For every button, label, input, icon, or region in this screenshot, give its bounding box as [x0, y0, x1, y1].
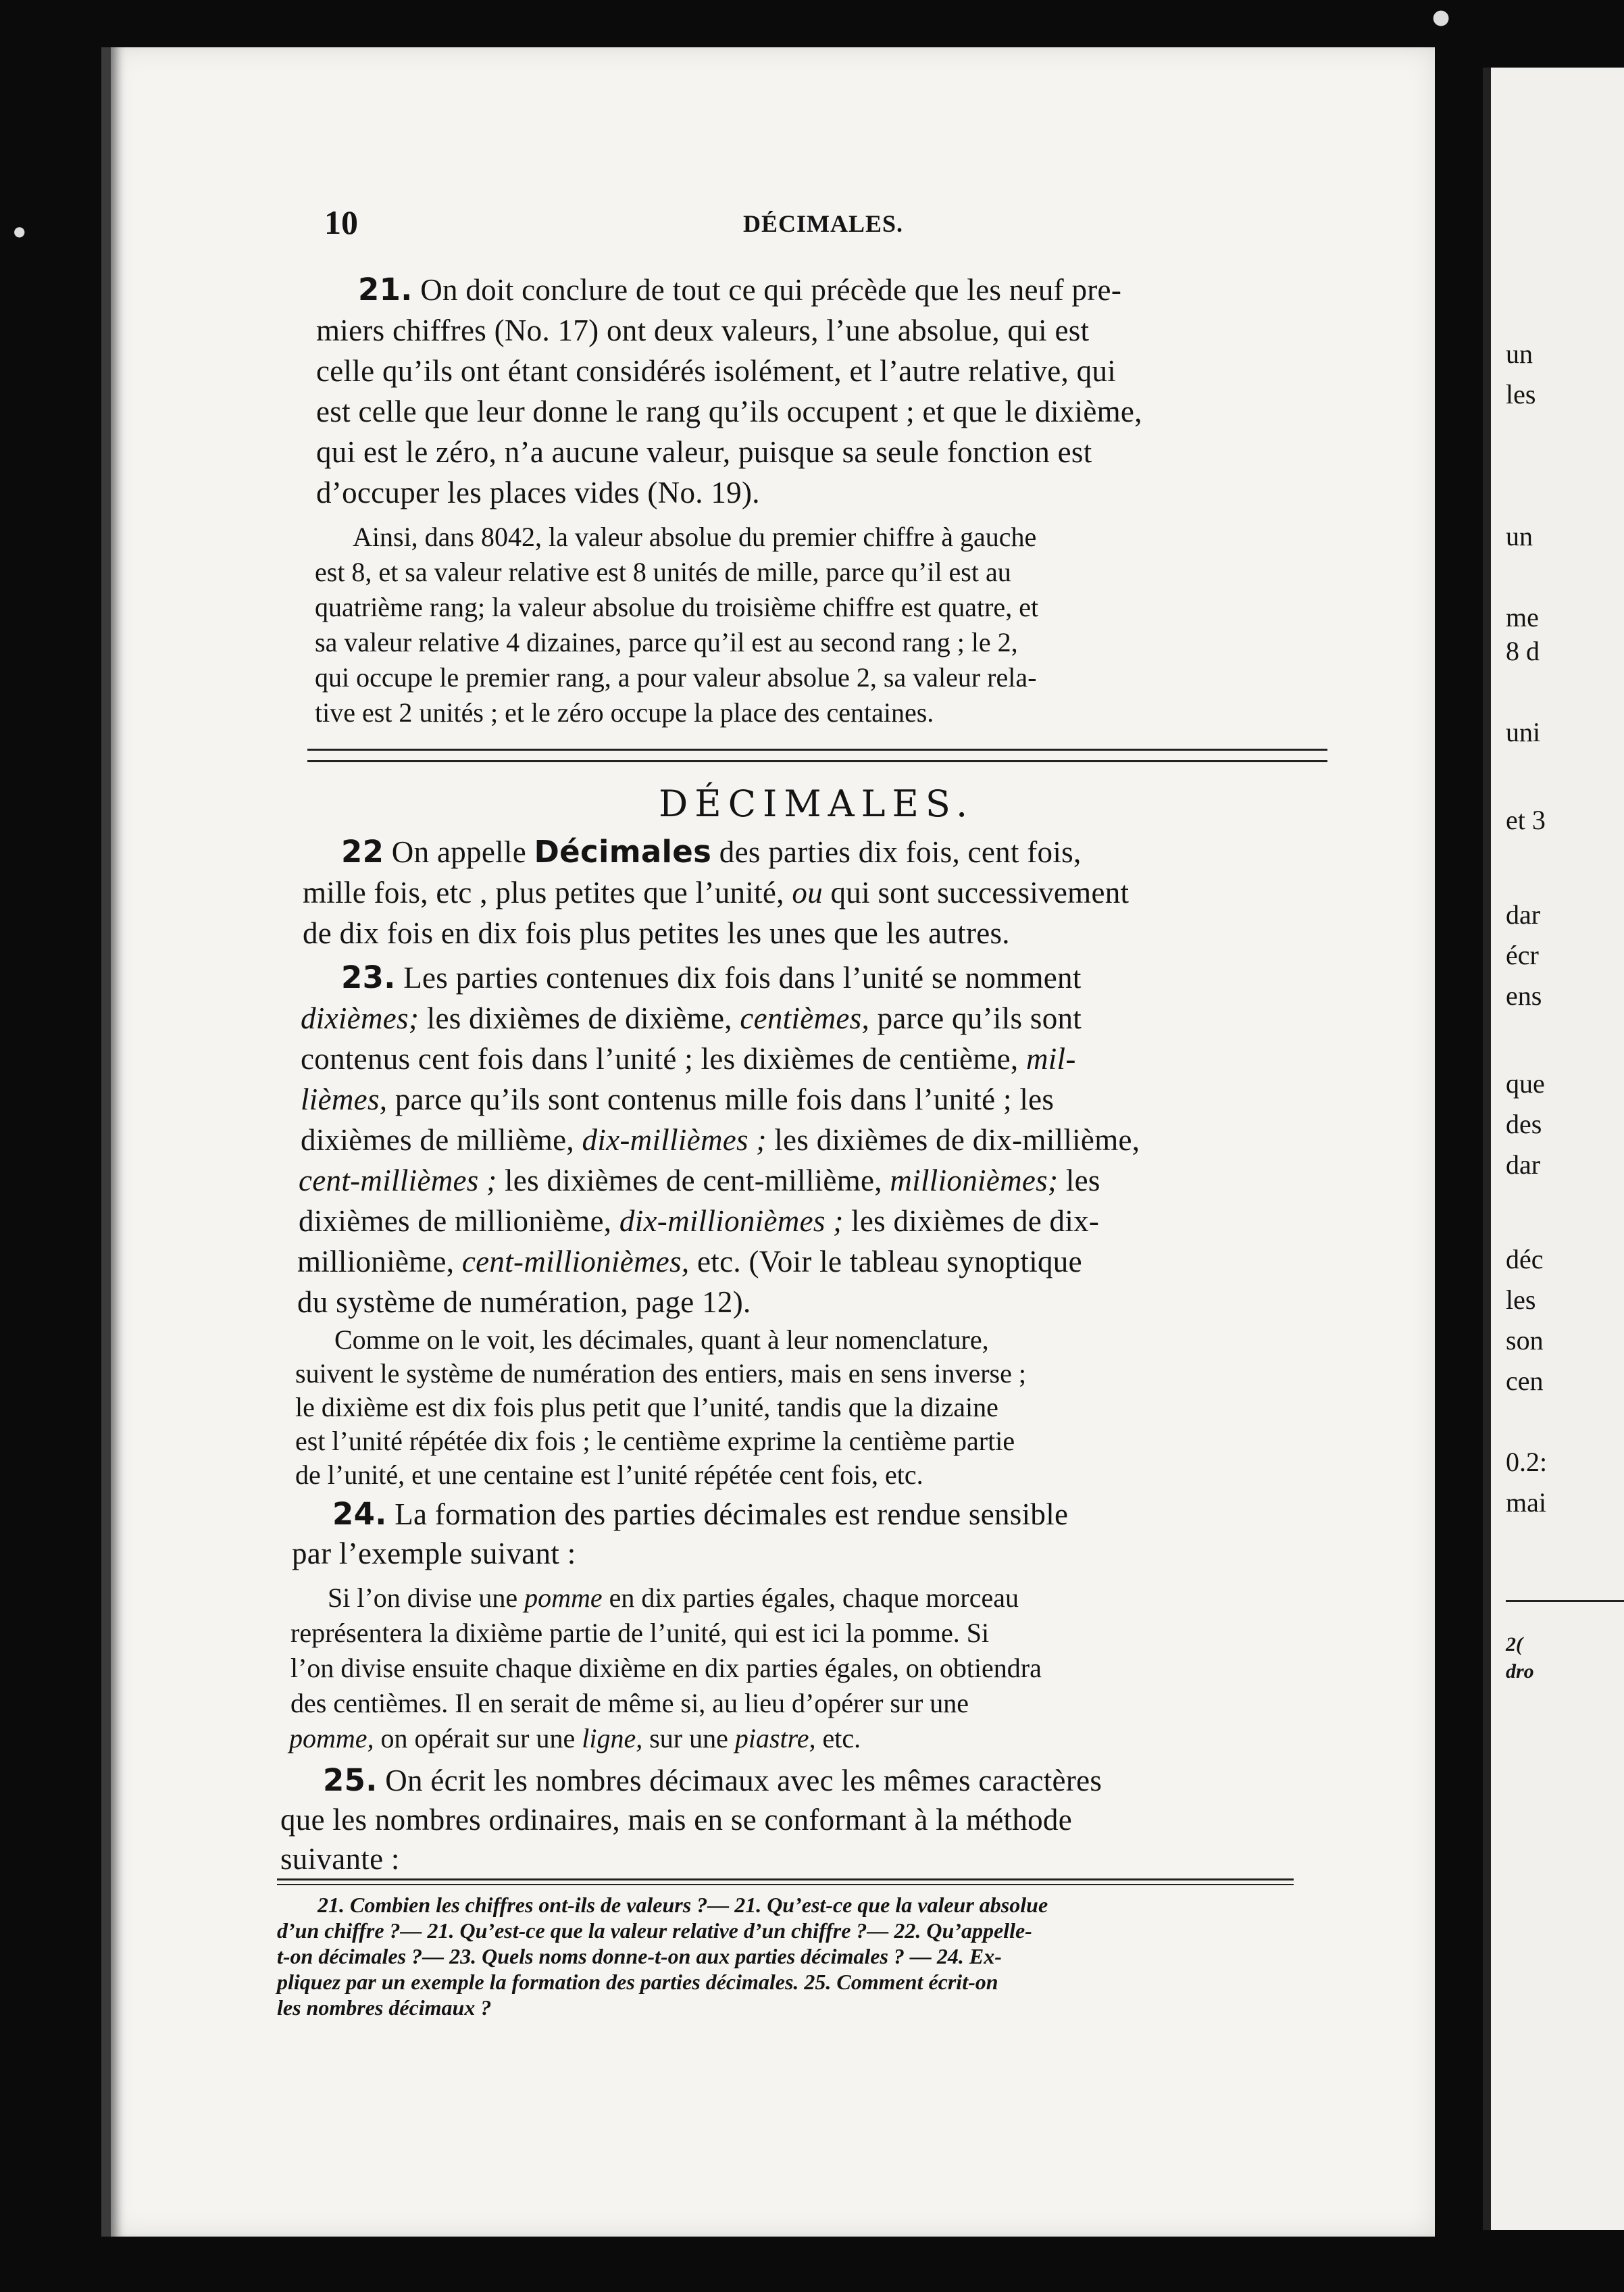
footnote-line: t-on décimales ?— 23. Quels noms donne-t-on aux parties décimales ? — 24. Ex-	[277, 1944, 1002, 1968]
para-23-text: etc. (Voir le tableau synoptique	[697, 1245, 1082, 1278]
para-23-line	[297, 1242, 1082, 1281]
para-23-italic: millionièmes;	[890, 1164, 1059, 1197]
para-23-text: parce qu’ils sont	[877, 1001, 1082, 1035]
example-line: sa valeur relative 4 dizaines, parce qu’il est au second rang ; le 2,	[315, 627, 1018, 657]
para-21-line: miers chiffres (No. 17) ont deux valeurs, l’une absolue, qui est	[316, 314, 1090, 347]
para-23-line: du système de numération, page 12).	[297, 1285, 751, 1319]
para-25-line: suivante :	[280, 1842, 400, 1876]
adjacent-footnote-rule	[1506, 1600, 1624, 1602]
adjacent-line: ens	[1506, 980, 1542, 1011]
example-line: tive est 2 unités ; et le zéro occupe la place des centaines.	[315, 697, 934, 728]
para-22-text: mille fois, etc , plus petites que l’unité,	[303, 876, 784, 910]
adjacent-line: dar	[1506, 1149, 1541, 1180]
para-23-italic: cent-millièmes ;	[299, 1164, 497, 1197]
adjacent-line: me	[1506, 602, 1539, 632]
section-title: DÉCIMALES.	[659, 782, 975, 825]
example-italic: ligne,	[582, 1723, 643, 1753]
adjacent-line: des	[1506, 1109, 1542, 1139]
para-25-line: que les nombres ordinaires, mais en se conformant à la méthode	[280, 1803, 1072, 1837]
example-italic: pomme,	[289, 1723, 374, 1753]
adjacent-line: un	[1506, 521, 1533, 551]
adjacent-line: déc	[1506, 1244, 1544, 1274]
para-23-line	[299, 1161, 1100, 1200]
paragraph-number: 21.	[358, 272, 413, 307]
para-23-text: millionième,	[297, 1245, 455, 1278]
adjacent-line: un	[1506, 339, 1533, 369]
example-text: Si l’on divise une	[328, 1583, 518, 1613]
adjacent-line: 8 d	[1506, 636, 1540, 666]
comment-line: Comme on le voit, les décimales, quant à leur nomenclature,	[334, 1324, 989, 1355]
para-25-line	[323, 1761, 1102, 1800]
example-italic: piastre,	[734, 1723, 816, 1753]
para-21-line: qui est le zéro, n’a aucune valeur, puisque sa seule fonction est	[316, 435, 1092, 469]
para-24-line	[332, 1495, 1068, 1534]
para-23-italic: cent-millionièmes,	[461, 1245, 690, 1278]
para-21-text: On doit conclure de tout ce qui précède que les neuf pre-	[420, 273, 1122, 307]
para-21-line: est celle que leur donne le rang qu’ils occupent ; et que le dixième,	[316, 395, 1142, 428]
adjacent-line: que	[1506, 1068, 1545, 1099]
example-text: sur une	[649, 1723, 728, 1753]
para-23-text: les dixièmes de dix-millième,	[774, 1123, 1140, 1157]
page-number: 10	[324, 203, 358, 241]
paragraph-number: 24.	[332, 1496, 387, 1532]
adjacent-line: les	[1506, 379, 1536, 409]
scan-speck: ●	[14, 223, 26, 239]
para-22-line	[341, 832, 1082, 872]
adjacent-line: écr	[1506, 940, 1539, 970]
adjacent-line: les	[1506, 1285, 1536, 1315]
para-23-text: dixièmes de millième,	[301, 1123, 574, 1157]
example-italic: pomme	[524, 1583, 603, 1613]
comment-line: suivent le système de numération des entiers, mais en sens inverse ;	[295, 1358, 1026, 1389]
para-24-text: La formation des parties décimales est rendue sensible	[395, 1497, 1069, 1531]
para-23-line	[301, 999, 1082, 1038]
para-23-text: les dixièmes de cent-millième,	[505, 1164, 882, 1197]
para-23-line	[341, 958, 1082, 997]
para-25-text: On écrit les nombres décimaux avec les mêmes caractères	[385, 1764, 1102, 1797]
example-line: est 8, et sa valeur relative est 8 unités de mille, parce qu’il est au	[315, 557, 1011, 587]
para-23-text: les dixièmes de dixième,	[426, 1001, 732, 1035]
adjacent-line: 0.2:	[1506, 1447, 1548, 1477]
scan-speck: ●	[1432, 5, 1450, 29]
example-text: en dix parties égales, chaque morceau	[609, 1583, 1019, 1613]
paragraph-number: 25.	[323, 1762, 378, 1798]
example-line: représentera la dixième partie de l’unité, qui est ici la pomme. Si	[290, 1618, 990, 1648]
para-22-text: On appelle	[391, 835, 526, 869]
example-line: l’on divise ensuite chaque dixième en dix parties égales, on obtiendra	[290, 1653, 1042, 1683]
para-23-text: les dixièmes de dix-	[851, 1204, 1100, 1238]
comment-line: de l’unité, et une centaine est l’unité répétée cent fois, etc.	[295, 1460, 923, 1490]
para-23-text: parce qu’ils sont contenus mille fois dans l’unité ; les	[395, 1082, 1055, 1116]
para-23-line	[299, 1201, 1099, 1241]
adjacent-line: dar	[1506, 899, 1541, 930]
para-22-line: de dix fois en dix fois plus petites les unes que les autres.	[303, 916, 1010, 950]
example-line: Ainsi, dans 8042, la valeur absolue du premier chiffre à gauche	[353, 522, 1037, 552]
para-22-italic: ou	[792, 876, 823, 910]
footnote-rule	[277, 1884, 1294, 1885]
example-line: des centièmes. Il en serait de même si, au lieu d’opérer sur une	[290, 1688, 969, 1718]
para-23-line	[301, 1039, 1076, 1078]
footnote-line: d’un chiffre ?— 21. Qu’est-ce que la valeur relative d’un chiffre ?— 22. Qu’appelle-	[277, 1918, 1032, 1943]
para-23-text: dixièmes de millionième,	[299, 1204, 612, 1238]
para-23-text: Les parties contenues dix fois dans l’unité se nomment	[403, 961, 1082, 995]
para-21-line: d’occuper les places vides (No. 19).	[316, 476, 760, 509]
paragraph-number: 22	[341, 834, 384, 870]
para-23-italic: mil-	[1025, 1042, 1076, 1076]
para-23-italic: lièmes,	[301, 1082, 388, 1116]
adjacent-footnote-line: 2(	[1506, 1633, 1523, 1655]
example-line: quatrième rang; la valeur absolue du troisième chiffre est quatre, et	[315, 592, 1039, 622]
para-22-text: qui sont successivement	[830, 876, 1130, 910]
footnote-rule	[277, 1878, 1294, 1880]
example-line	[289, 1722, 861, 1755]
comment-line: est l’unité répétée dix fois ; le centième exprime la centième partie	[295, 1426, 1015, 1456]
adjacent-line: et 3	[1506, 805, 1546, 835]
adjacent-page	[1483, 68, 1624, 2230]
example-line: qui occupe le premier rang, a pour valeur absolue 2, sa valeur rela-	[315, 662, 1037, 693]
example-text: etc.	[822, 1723, 861, 1753]
adjacent-line: uni	[1506, 717, 1541, 747]
para-23-text: les	[1065, 1164, 1100, 1197]
running-head: DÉCIMALES.	[743, 210, 904, 237]
para-24-line: par l’exemple suivant :	[292, 1537, 576, 1570]
para-23-italic: dixièmes;	[301, 1001, 420, 1035]
defined-term: Décimales	[534, 834, 712, 870]
adjacent-line: cen	[1506, 1366, 1544, 1396]
footnote-line: 21. Combien les chiffres ont-ils de valeurs ?— 21. Qu’est-ce que la valeur absolue	[318, 1893, 1048, 1917]
adjacent-line: mai	[1506, 1487, 1546, 1518]
para-23-italic: dix-millionièmes ;	[619, 1204, 844, 1238]
para-23-line	[301, 1080, 1054, 1119]
paragraph-number: 23.	[341, 960, 396, 995]
para-21-line	[358, 270, 1121, 309]
footnote-line: pliquez par un exemple la formation des parties décimales. 25. Comment écrit-on	[277, 1970, 998, 1994]
para-22-line	[303, 873, 1129, 912]
para-23-line	[301, 1120, 1140, 1160]
para-23-text: contenus cent fois dans l’unité ; les dixièmes de centième,	[301, 1042, 1019, 1076]
para-21-line: celle qu’ils ont étant considérés isolément, et l’autre relative, qui	[316, 354, 1117, 388]
footnote-line: les nombres décimaux ?	[277, 1995, 492, 2020]
para-23-italic: centièmes,	[740, 1001, 870, 1035]
para-22-text: des parties dix fois, cent fois,	[719, 835, 1082, 869]
para-23-italic: dix-millièmes ;	[582, 1123, 767, 1157]
example-text: on opérait sur une	[380, 1723, 576, 1753]
comment-line: le dixième est dix fois plus petit que l’unité, tandis que la dizaine	[295, 1392, 998, 1422]
section-rule	[307, 749, 1327, 762]
example-line	[328, 1581, 1019, 1615]
adjacent-footnote-line: dro	[1506, 1660, 1534, 1683]
adjacent-line: son	[1506, 1325, 1544, 1355]
